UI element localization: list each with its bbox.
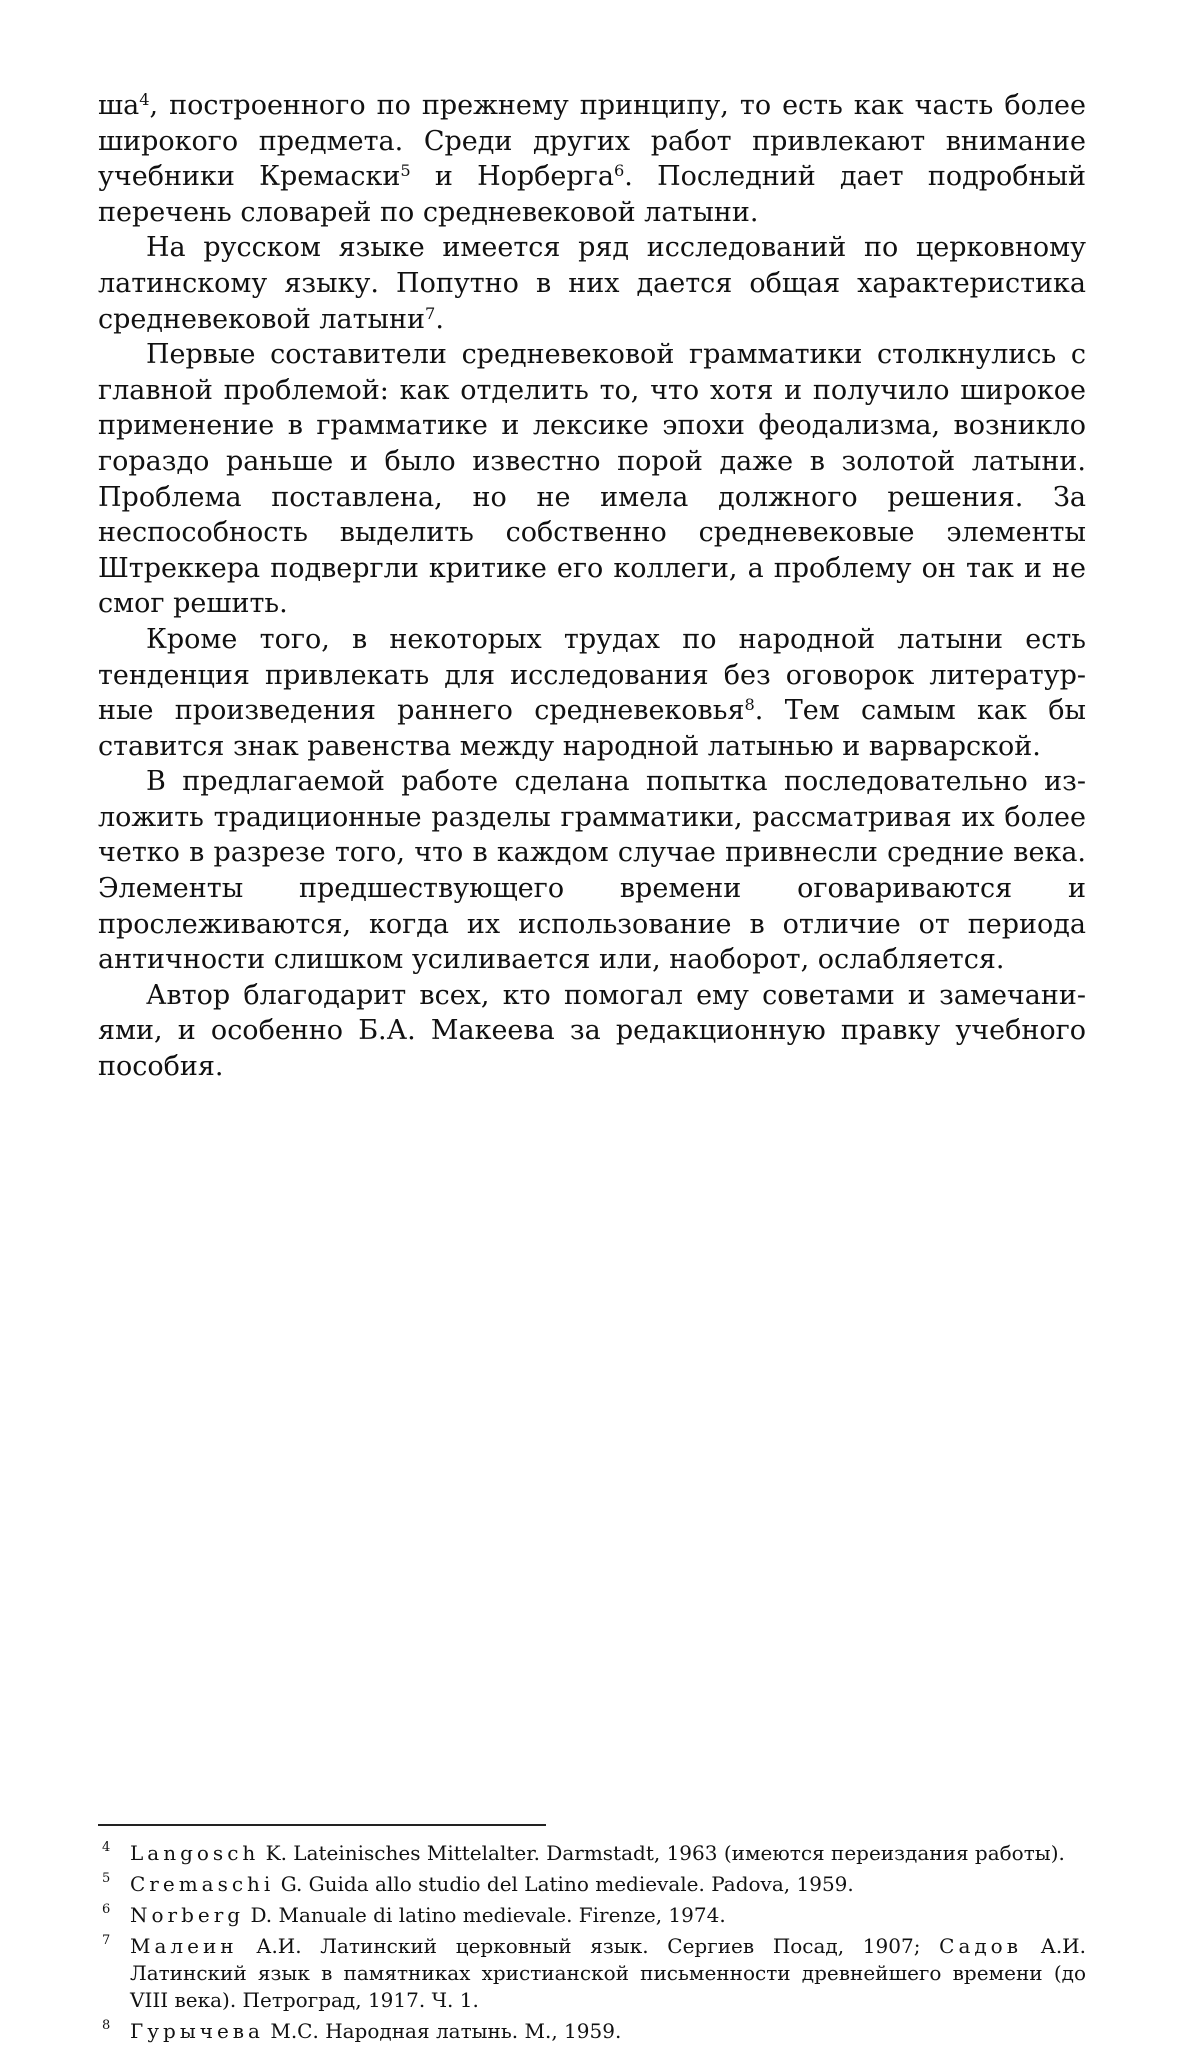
footnote-reference: 7 <box>425 303 436 323</box>
footnote-reference: 8 <box>744 695 755 715</box>
footnote-author: Norberg <box>130 1903 245 1927</box>
paragraph-text: . Тем самым как бы ставится знак равенства между народной латынью и варварской. <box>98 695 1086 762</box>
paragraph-text: ша <box>98 90 140 121</box>
footnote-reference: 5 <box>400 161 411 181</box>
footnote-reference: 6 <box>613 161 625 181</box>
footnote-number: 5 <box>102 1871 111 1886</box>
paragraph-text: , построенного по прежнему принципу, то есть как часть более широкого предмета. Среди других работ привлекают внимание учебники Кремаски <box>98 90 1086 193</box>
footnote-number: 6 <box>102 1902 111 1917</box>
paragraph <box>98 337 1086 622</box>
paragraph <box>98 622 1086 764</box>
footnote-number: 8 <box>102 2018 111 2033</box>
footnote-text: М.С. Народная латынь. М., 1959. <box>263 2019 622 2043</box>
paragraph <box>98 88 1086 230</box>
book-page <box>98 88 1086 2043</box>
paragraph-text: На русском языке имеется ряд исследований по церковному латинскому языку. Попутно в них дается общая характеристика средневековой латыни <box>98 232 1086 335</box>
footnote <box>98 1871 1086 1898</box>
footnote <box>98 1902 1086 1929</box>
footnote-list <box>98 1840 1086 2045</box>
paragraph-text: Кроме того, в некоторых трудах по народной латыни есть тенденция привлекать для исследования без оговорок литературные произведения раннего средневековья <box>98 623 1086 727</box>
paragraph-text: . <box>435 303 444 335</box>
footnote-text: D. Manuale di latino medievale. Firenze, 1974. <box>244 1903 726 1927</box>
footnote <box>98 1840 1086 1867</box>
footnote-reference: 4 <box>139 90 150 110</box>
footnote-text: А.И. Латинский церковный язык. Сергиев Посад, 1907; <box>237 1934 940 1958</box>
footnote-author: Гурычева <box>130 2019 264 2043</box>
footnote-text: G. Guida allo studio del Latino medievale. Padova, 1959. <box>274 1872 854 1896</box>
paragraph <box>98 764 1086 978</box>
footnote-text: А.И. Латинский язык в памятниках христианской письменности древнейшего времени (до VIII века). Петроград, 1917. Ч. 1. <box>130 1934 1086 2012</box>
paragraph <box>98 230 1086 337</box>
footnotes <box>98 1824 1086 2049</box>
footnote <box>98 1933 1086 2014</box>
footnote-text: K. Lateinisches Mittelalter. Darmstadt, 1963 (имеются переиздания работы). <box>259 1841 1065 1865</box>
main-text <box>98 88 1086 1085</box>
footnote <box>98 2018 1086 2045</box>
paragraph-text: Первые составители средневековой грамматики столкнулись с главной проблемой: как отделить то, что хотя и получило широкое применение в грамматике и лексике эпохи феодализма, возникло гораздо раньше и было известно порой даже в золотой латыни. Проблема поставлена, но не имела должного решения. За неспособность выделить собственно средневековые элементы Штреккера подвергли критике его коллеги, а проблему он так и не смог решить. <box>98 339 1086 620</box>
footnote-number: 7 <box>102 1933 111 1948</box>
paragraph <box>98 978 1086 1085</box>
footnote-rule <box>98 1824 546 1826</box>
footnote-author: Садов <box>939 1934 1022 1958</box>
paragraph-text: Автор благодарит всех, кто помогал ему советами и замечаниями, и особенно Б.А. Макеева за редакционную правку учебного пособия. <box>98 979 1086 1083</box>
footnote-author: Малеин <box>130 1934 238 1958</box>
footnote-author: Langosch <box>130 1841 260 1865</box>
paragraph-text: и Норберга <box>410 161 614 193</box>
paragraph-text: В предлагаемой работе сделана попытка последовательно изложить традиционные разделы грамматики, рассматривая их более четко в разрезе того, что в каждом случае привнесли средние века. Элементы предшествующего времени оговариваются и прослеживаются, когда их использование в отличие от периода античности слишком усиливается или, наоборот, ослабляется. <box>98 766 1086 976</box>
paragraph-text: . Последний дает подробный перечень словарей по средневековой латыни. <box>98 161 1086 228</box>
footnote-author: Cremaschi <box>130 1872 275 1896</box>
footnote-number: 4 <box>102 1840 111 1855</box>
